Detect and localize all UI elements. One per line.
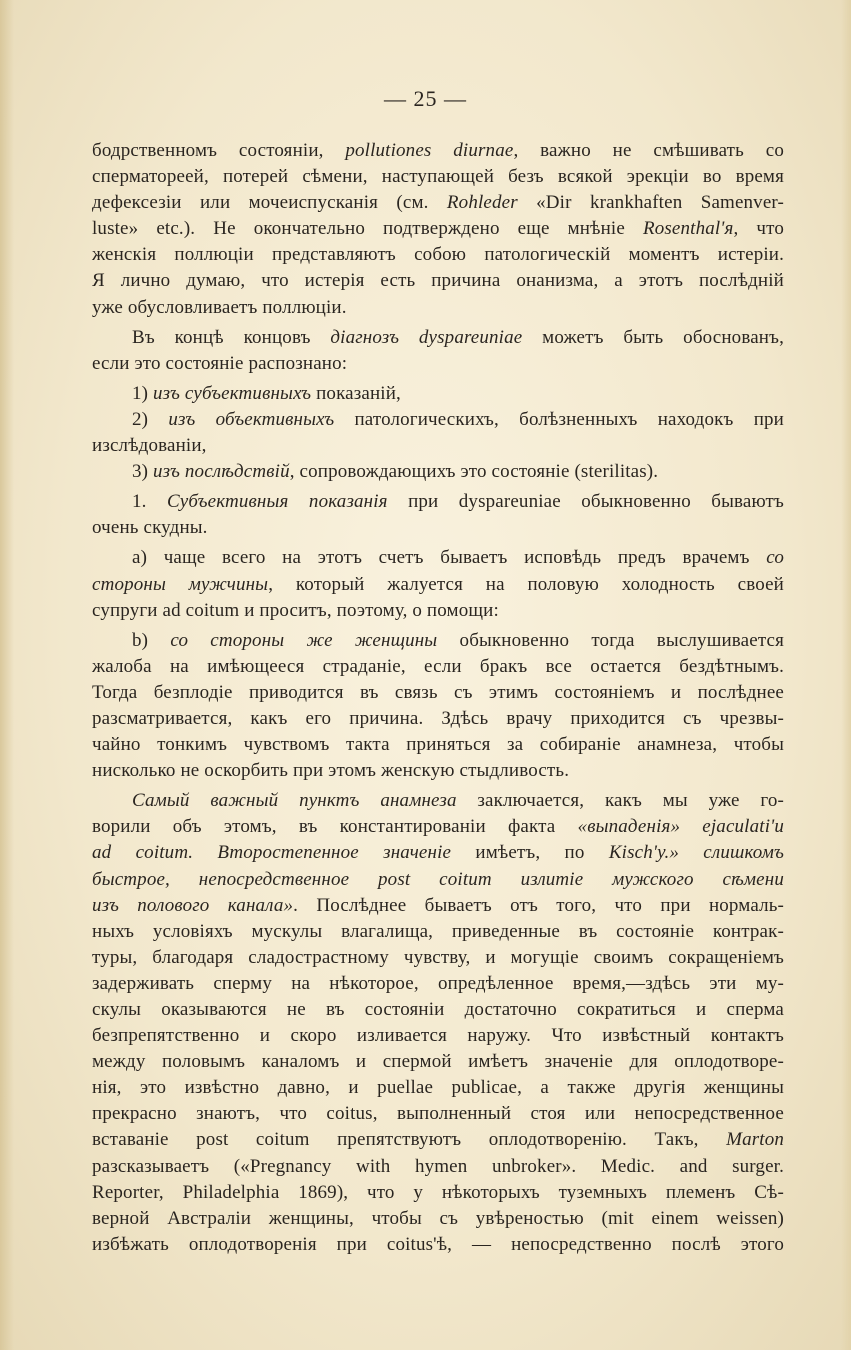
- text-line: [92, 814, 784, 840]
- text-line: [92, 138, 784, 164]
- text-segment: туры, благодаря сладострастному чувству, и могущіе своимъ сокращеніемъ: [92, 946, 784, 968]
- italic-text: Самый важный пунктъ анамнеза: [132, 790, 457, 812]
- text-segment: имѣетъ, по: [451, 842, 609, 864]
- text-segment: можетъ быть обоснованъ,: [522, 326, 784, 348]
- text-line: [92, 598, 784, 624]
- text-line: [92, 788, 784, 814]
- italic-text: со стороны же женщины: [170, 629, 438, 651]
- text-line: [92, 867, 784, 893]
- text-line: [92, 545, 784, 571]
- text-line: [92, 997, 784, 1023]
- text-segment: дефексезіи или мочеиспусканія (см.: [92, 192, 447, 214]
- italic-text: изъ субъективныхъ: [153, 382, 312, 404]
- text-segment: изслѣдованіи,: [92, 435, 207, 457]
- text-segment: задерживать сперму на нѣкоторое, опредѣленное время,—здѣсь эти му-: [92, 972, 784, 994]
- text-segment: между половымъ каналомъ и спермой имѣетъ значеніе для оплодотворе-: [92, 1051, 784, 1073]
- italic-text: изъ объективныхъ: [168, 408, 335, 430]
- italic-text: Kisch'у.» слишкомъ: [608, 842, 784, 864]
- text-segment: 1.: [132, 491, 167, 513]
- text-segment: супруги ad coitum и проситъ, поэтому, о помощи:: [92, 599, 499, 621]
- text-segment: чайно тонкимъ чувствомъ такта приняться за собираніе анамнеза, чтобы: [92, 734, 784, 756]
- text-segment: «Dir krankhaften Samenver-: [517, 192, 784, 214]
- text-line: [92, 433, 784, 459]
- text-line: [92, 1101, 784, 1127]
- text-line: [92, 572, 784, 598]
- italic-text: изъ полового канала»: [92, 894, 294, 916]
- text-line: [92, 164, 784, 190]
- text-segment: обыкновенно тогда выслушивается: [437, 629, 785, 651]
- text-segment: , важно не смѣшивать со: [513, 140, 784, 161]
- text-segment: избѣжать оплодотворенія при coitus'ѣ, — непосредственно послѣ этого: [92, 1233, 784, 1255]
- text-segment: при dyspareuniae обыкновенно бываютъ: [387, 491, 784, 513]
- page-number: — 25 —: [384, 86, 467, 111]
- text-segment: прекрасно знаютъ, что coitus, выполненный стоя или непосредственное: [92, 1103, 784, 1125]
- page-edge-left: [0, 0, 14, 1350]
- text-segment: Reporter, Philadelphia 1869), что у нѣкоторыхъ туземныхъ племенъ Сѣ-: [92, 1181, 784, 1203]
- text-line: [92, 459, 784, 485]
- text-segment: скулы оказываются не въ состояніи достаточно сократиться и сперма: [92, 999, 784, 1020]
- text-segment: b): [132, 629, 171, 651]
- text-segment: заключается, какъ мы уже го-: [456, 790, 785, 812]
- text-segment: патологическихъ, болѣзненныхъ находокъ при: [334, 408, 784, 430]
- text-line: [92, 1232, 784, 1258]
- text-segment: Тогда безплодіе приводится въ связь съ этимъ состояніемъ и послѣднее: [92, 681, 784, 703]
- italic-text: Rohleder: [446, 192, 518, 214]
- text-line: [92, 654, 784, 680]
- italic-text: стороны мужчины: [92, 573, 269, 595]
- text-segment: очень скудны.: [92, 517, 208, 539]
- text-segment: 2): [132, 408, 169, 430]
- page-edge-right: [841, 0, 851, 1350]
- text-line: [92, 706, 784, 732]
- text-line: [92, 971, 784, 997]
- text-segment: , сопровождающихъ это состояніе (sterilitas).: [289, 461, 659, 483]
- text-line: [92, 945, 784, 971]
- text-line: [92, 190, 784, 216]
- text-segment: женскія поллюціи представляютъ собою патологическій моментъ истеріи.: [92, 244, 784, 266]
- text-line: [92, 325, 784, 351]
- text-line: [92, 216, 784, 242]
- text-segment: ворили объ этомъ, въ константированіи факта: [92, 816, 578, 838]
- text-line: [92, 1127, 784, 1153]
- text-segment: показаній,: [311, 382, 401, 404]
- italic-text: Субъективныя показанія: [166, 491, 388, 513]
- text-line: [92, 758, 784, 784]
- text-segment: ныхъ условіяхъ мускулы влагалища, приведенные въ состояніе контрак-: [92, 920, 784, 942]
- text-line: [92, 351, 784, 377]
- text-line: [92, 515, 784, 541]
- text-line: [92, 628, 784, 654]
- text-line: [92, 919, 784, 945]
- text-line: [92, 1049, 784, 1075]
- text-segment: разсказываетъ («Pregnancy with hymen unbroker». Medic. and surger.: [92, 1155, 784, 1177]
- text-segment: 1): [132, 382, 154, 404]
- body-text: [92, 138, 784, 1258]
- italic-text: ad coitum. Второстепенное значеніе: [92, 842, 452, 864]
- text-segment: жалоба на имѣющееся страданіе, если бракъ все остается бездѣтнымъ.: [92, 655, 784, 677]
- text-segment: безпрепятственно и скоро изливается наружу. Что извѣстный контактъ: [92, 1025, 784, 1047]
- text-segment: уже обусловливаетъ поллюціи.: [92, 296, 347, 318]
- text-line: [92, 407, 784, 433]
- text-line: [92, 489, 784, 515]
- text-segment: Я лично думаю, что истерія есть причина онанизма, а этотъ послѣдній: [92, 270, 784, 292]
- text-segment: , что: [733, 218, 784, 240]
- italic-text: изъ послѣдствій: [153, 461, 290, 483]
- text-segment: Въ концѣ концовъ: [132, 326, 331, 348]
- text-line: [92, 381, 784, 407]
- text-segment: сперматореей, потерей сѣмени, наступающей безъ всякой эрекціи во время: [92, 166, 784, 188]
- italic-text: Rosenthal'я: [642, 218, 734, 240]
- text-segment: a) чаще всего на этотъ счетъ бываетъ исповѣдь предъ врачемъ: [132, 547, 767, 569]
- text-line: [92, 1154, 784, 1180]
- text-line: [92, 295, 784, 321]
- text-segment: 3): [132, 461, 154, 483]
- text-segment: вставаніе post coitum препятствуютъ оплодотворенію. Такъ,: [92, 1129, 727, 1151]
- text-line: [92, 893, 784, 919]
- italic-text: Marton: [726, 1129, 784, 1151]
- text-line: [92, 840, 784, 866]
- text-line: [92, 268, 784, 294]
- text-segment: luste» etc.). Не окончательно подтверждено еще мнѣніе: [92, 218, 643, 240]
- text-segment: верной Австраліи женщины, чтобы съ увѣреностью (mit einem weissen): [92, 1207, 784, 1229]
- text-line: [92, 732, 784, 758]
- italic-text: со: [766, 547, 784, 569]
- italic-text: діагнозъ dyspareuniae: [330, 326, 523, 348]
- text-line: [92, 680, 784, 706]
- text-segment: если это состояніе распознано:: [92, 352, 348, 374]
- text-line: [92, 242, 784, 268]
- text-segment: нія, это извѣстно давно, и puellae publicae, а также другія женщины: [92, 1077, 784, 1099]
- italic-text: «выпаденія» ejaculati'и: [577, 816, 784, 838]
- text-segment: , который жалуется на половую холодность своей: [268, 573, 784, 595]
- italic-text: быстрое, непосредственное post coitum излитіе мужского сѣмени: [92, 868, 784, 890]
- text-segment: бодрственномъ состояніи,: [92, 140, 346, 161]
- text-segment: разсматривается, какъ его причина. Здѣсь врачу приходится съ чрезвы-: [92, 707, 784, 729]
- italic-text: pollutiones diurnae: [345, 140, 514, 161]
- text-line: [92, 1180, 784, 1206]
- text-line: [92, 1023, 784, 1049]
- text-segment: . Послѣднее бываетъ отъ того, что при нормаль-: [293, 894, 784, 916]
- text-line: [92, 1206, 784, 1232]
- text-line: [92, 1075, 784, 1101]
- text-segment: нисколько не оскорбить при этомъ женскую стыдливость.: [92, 760, 570, 782]
